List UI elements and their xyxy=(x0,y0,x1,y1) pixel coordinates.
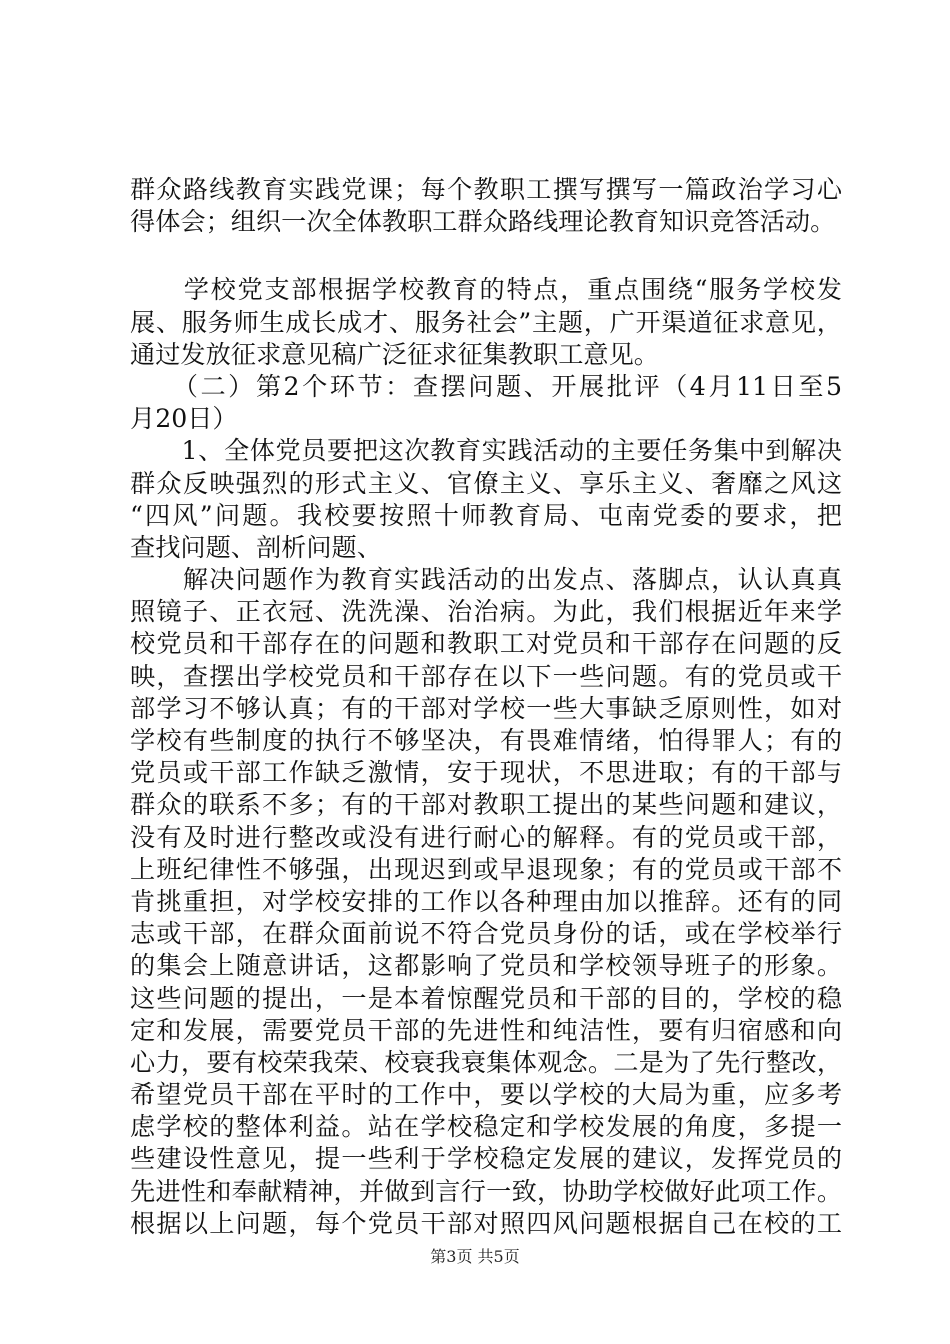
text-line: “四风”问题。我校要按照十师教育局、屯南党委的要求，把 xyxy=(130,500,842,530)
text-line: 部学习不够认真；有的干部对学校一些大事缺乏原则性，如对 xyxy=(130,693,842,723)
text-line: 群众路线教育实践党课；每个教职工撰写撰写一篇政治学习心 xyxy=(130,175,842,204)
text-line: 解决问题作为教育实践活动的出发点、落脚点，认认真真 xyxy=(130,565,842,595)
text-line: 根据以上问题，每个党员干部对照四风问题根据自己在校的工 xyxy=(130,1208,842,1238)
text-line: 先进性和奉献精神，并做到言行一致，协助学校做好此项工作。 xyxy=(130,1176,842,1206)
text-line: 群众反映强烈的形式主义、官僚主义、享乐主义、奢靡之风这 xyxy=(130,468,842,498)
text-line: 志或干部，在群众面前说不符合党员身份的话，或在学校举行 xyxy=(130,919,842,949)
text-line: 查找问题、剖析问题、 xyxy=(130,532,382,562)
text-line: 些建设性意见，提一些利于学校稳定发展的建议，发挥党员的 xyxy=(130,1144,842,1174)
text-line: 肯挑重担，对学校安排的工作以各种理由加以推辞。还有的同 xyxy=(130,886,842,916)
text-line: 校党员和干部存在的问题和教职工对党员和干部存在问题的反 xyxy=(130,629,842,659)
text-line: 虑学校的整体利益。站在学校稳定和学校发展的角度，多提一 xyxy=(130,1112,842,1142)
text-line: 的集会上随意讲话，这都影响了党员和学校领导班子的形象。 xyxy=(130,951,842,981)
text-line: 定和发展，需要党员干部的先进性和纯洁性，要有归宿感和向 xyxy=(130,1015,842,1045)
text-line: 学校有些制度的执行不够坚决，有畏难情绪，怕得罪人；有的 xyxy=(130,726,842,755)
text-line: 展、服务师生成长成才、服务社会”主题，广开渠道征求意见， xyxy=(130,307,842,337)
text-line: 希望党员干部在平时的工作中，要以学校的大局为重，应多考 xyxy=(130,1080,842,1110)
text-line: 党员或干部工作缺乏激情，安于现状，不思进取；有的干部与 xyxy=(130,758,842,788)
text-line: 得体会；组织一次全体教职工群众路线理论教育知识竞答活动。 xyxy=(130,207,836,237)
text-line: 群众的联系不多；有的干部对教职工提出的某些问题和建议， xyxy=(130,790,842,820)
section-heading xyxy=(130,371,842,435)
heading-line: 月20日） xyxy=(130,404,238,434)
text-line: 通过发放征求意见稿广泛征求征集教职工意见。 xyxy=(130,339,659,369)
document-body xyxy=(130,174,842,1240)
text-line: 没有及时进行整改或没有进行耐心的解释。有的党员或干部， xyxy=(130,822,842,852)
paragraph-spacer xyxy=(130,238,842,274)
text-line: 学校党支部根据学校教育的特点，重点围绕“服务学校发 xyxy=(130,275,842,305)
text-line: 1、全体党员要把这次教育实践活动的主要任务集中到解决 xyxy=(130,436,842,466)
page-number-footer: 第3页 共5页 xyxy=(430,1247,520,1266)
text-line: 这些问题的提出，一是本着惊醒党员和干部的目的，学校的稳 xyxy=(130,983,842,1013)
text-line: 照镜子、正衣冠、洗洗澡、治治病。为此，我们根据近年来学 xyxy=(130,597,842,627)
paragraph-2 xyxy=(130,274,842,371)
paragraph-3 xyxy=(130,435,842,564)
heading-line: （二）第2个环节：查摆问题、开展批评（4月11日至5 xyxy=(130,371,842,401)
paragraph-1 xyxy=(130,174,842,238)
paragraph-4 xyxy=(130,564,842,1240)
text-line: 心力，要有校荣我荣、校衰我衰集体观念。二是为了先行整改， xyxy=(130,1047,842,1077)
text-line: 上班纪律性不够强，出现迟到或早退现象；有的党员或干部不 xyxy=(130,854,842,884)
text-line: 映，查摆出学校党员和干部存在以下一些问题。有的党员或干 xyxy=(130,661,842,691)
